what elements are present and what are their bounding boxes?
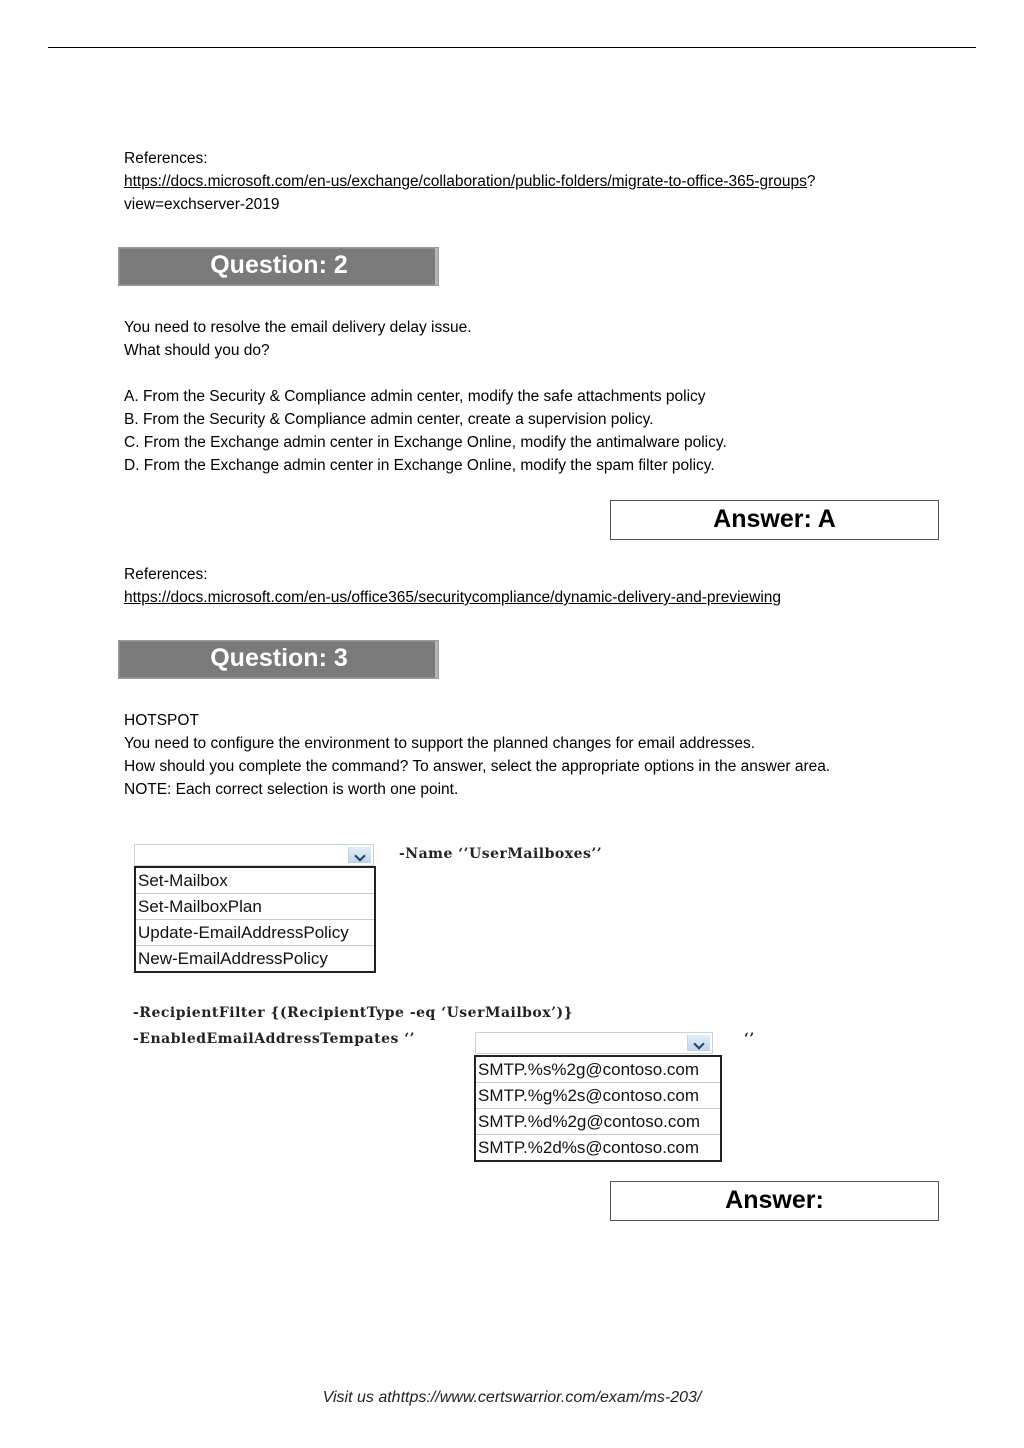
template-option[interactable]: SMTP.%2d%s@contoso.com [478,1138,700,1157]
footer-text: Visit us athttps://www.certswarrior.com/exam/ms-203/ [322,1389,702,1406]
command-name-param: -Name ‘’UserMailboxes’’ [399,846,603,862]
question-3-line: NOTE: Each correct selection is worth one point. [124,781,459,798]
question-3-line: You need to configure the environment to support the planned changes for email addresses. [124,735,756,752]
command-filter-param: -RecipientFilter {(RecipientType -eq ‘UserMailbox’)} [133,1005,574,1021]
question-3-title: Question: 3 [210,644,348,672]
question-2-line: What should you do? [124,342,270,359]
question-2-references-label: References: [124,566,208,583]
reference-link[interactable]: https://docs.microsoft.com/en-us/exchange/collaboration/public-folders/migrate-to-office-365-groups [124,173,807,190]
reference-link-tail: ? [806,173,816,190]
question-2-option-c: C. From the Exchange admin center in Exchange Online, modify the antimalware policy. [124,434,727,451]
reference-line-2: view=exchserver-2019 [124,196,280,213]
question-3-answer: Answer: [725,1186,824,1214]
question-2-title: Question: 2 [210,251,348,279]
question-2-banner [118,247,439,286]
question-2-option-b: B. From the Security & Compliance admin center, create a supervision policy. [124,411,654,428]
header-rule [48,47,976,48]
chevron-down-icon[interactable] [348,847,371,863]
question-3-line: HOTSPOT [124,712,199,729]
cmdlet-dropdown-list [134,866,376,973]
question-2-option-a: A. From the Security & Compliance admin center, modify the safe attachments policy [124,388,706,405]
template-option[interactable]: SMTP.%d%2g@contoso.com [476,1109,720,1135]
cmdlet-option[interactable]: Set-Mailbox [136,868,374,894]
question-3-answer-box [610,1181,939,1221]
cmdlet-select[interactable] [134,844,374,866]
question-2-line: You need to resolve the email delivery delay issue. [124,319,472,336]
question-2-answer-box [610,500,939,540]
command-templates-param: -EnabledEmailAddressTempates ‘’ [133,1031,415,1047]
question-2-answer: Answer: A [713,505,836,533]
question-3-line: How should you complete the command? To answer, select the appropriate options in the answer area. [124,758,831,775]
cmdlet-option[interactable]: Set-MailboxPlan [136,894,374,920]
cmdlet-option[interactable]: Update-EmailAddressPolicy [136,920,374,946]
reference-line [124,170,816,193]
question-3-banner [118,640,439,679]
question-2-option-d: D. From the Exchange admin center in Exchange Online, modify the spam filter policy. [124,457,715,474]
cmdlet-option[interactable]: New-EmailAddressPolicy [138,949,328,968]
references-label: References: [124,150,208,167]
template-dropdown-list [474,1055,722,1162]
template-option[interactable]: SMTP.%g%2s@contoso.com [476,1083,720,1109]
template-select[interactable] [475,1032,713,1054]
question-2-reference-link[interactable]: https://docs.microsoft.com/en-us/office365/securitycompliance/dynamic-delivery-and-previewing [124,589,782,606]
chevron-down-icon[interactable] [687,1035,710,1051]
command-end-quote: ‘’ [744,1031,755,1047]
template-option[interactable]: SMTP.%s%2g@contoso.com [476,1057,720,1083]
